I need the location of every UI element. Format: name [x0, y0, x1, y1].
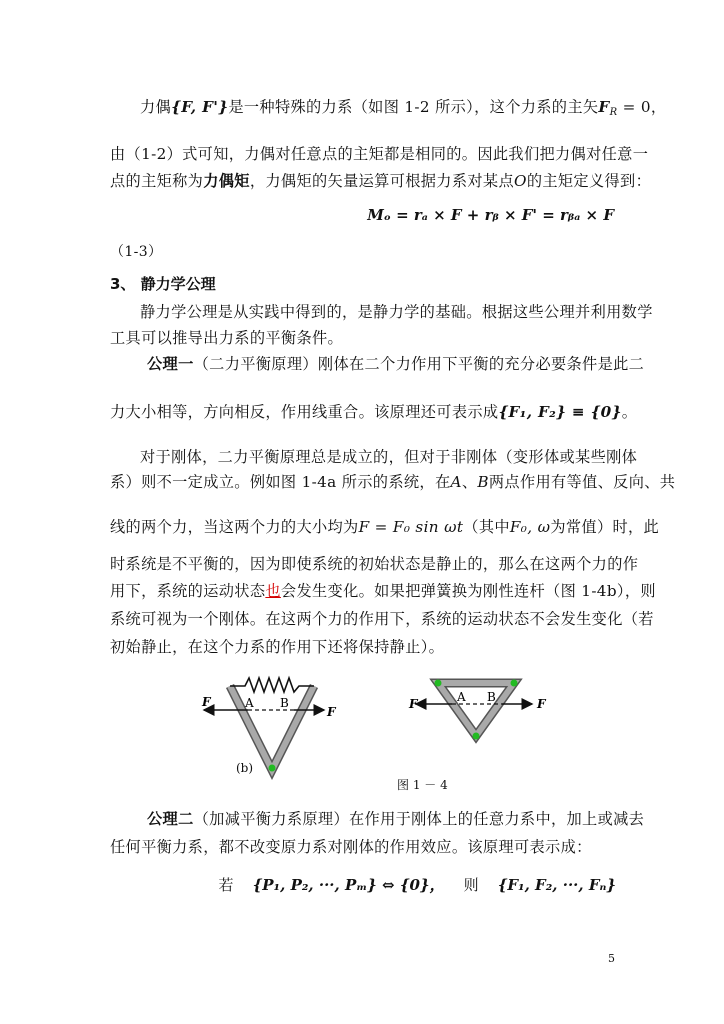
text: 则: [463, 876, 479, 894]
joint-bottom: [269, 765, 276, 772]
text: 若: [218, 876, 234, 894]
math: A: [450, 473, 462, 491]
spring: [230, 678, 314, 692]
text: 会发生变化。如果把弹簧换为刚性连杆（图 1-4b），则: [280, 582, 656, 600]
axiom-title: 公理二: [147, 810, 194, 828]
term-bold: 力偶矩: [203, 172, 250, 190]
math: {F₁, F₂} ≡ {0}: [498, 403, 622, 421]
text: （其中: [463, 518, 510, 536]
math: F = F₀ sin ωt: [358, 518, 464, 536]
text: 为常值）时，此: [550, 518, 660, 536]
paragraph-line: [110, 580, 656, 602]
math: B: [477, 473, 489, 491]
formula-number: （1-3）: [110, 244, 163, 260]
math: F: [598, 98, 610, 116]
paragraph-line: [140, 96, 667, 124]
point-b-label: B: [280, 696, 289, 710]
figure-caption: 图 1 － 4: [397, 778, 448, 792]
paragraph-line: [110, 401, 638, 423]
text: 两点作用有等值、反向、共: [488, 473, 676, 491]
math: {P₁, P₂, ···, Pₘ} ⇔ {0}，: [252, 876, 445, 894]
formula-axiom-2: [219, 874, 616, 895]
text: 点的主矩称为: [110, 172, 204, 190]
text: 是一种特殊的力系（如图 1-2 所示），这个力系的主矢: [228, 98, 599, 116]
text: （二力平衡原理）刚体在二个力作用下平衡的充分必要条件是此二: [193, 355, 645, 373]
paragraph-line: 时系统是不平衡的，因为即使系统的初始状态是静止的，那么在这两个力的作: [110, 555, 639, 573]
point-b-label: B: [487, 690, 496, 704]
axiom-title: 公理一: [147, 355, 194, 373]
text: 用下，系统的运动状态: [110, 582, 266, 600]
math: O: [514, 172, 527, 190]
paragraph-line: [110, 516, 660, 538]
text: 。: [621, 403, 638, 421]
paragraph-line: 工具可以推导出力系的平衡条件。: [110, 329, 344, 347]
math: {F, F'}: [171, 98, 229, 116]
force-label-right: F: [327, 705, 336, 719]
text: （加减平衡力系原理）在作用于刚体上的任意力系中，加上或减去: [193, 810, 645, 828]
section-heading: 3、 静力学公理: [110, 275, 216, 293]
math: {F₁, F₂, ···, Fₙ}: [497, 876, 616, 894]
paragraph-line: [147, 808, 645, 830]
formula-1-3: Mₒ = rₐ × F + rᵦ × F' = rᵦₐ × F: [367, 206, 614, 224]
text: ，力偶矩的矢量运算可根据力系对某点: [249, 172, 514, 190]
force-label-left: F: [409, 697, 418, 711]
paragraph-line: 系统可视为一个刚体。在这两个力的作用下，系统的运动状态不会发生变化（若: [110, 610, 654, 628]
force-label-left: F: [202, 695, 211, 709]
math: F₀, ω: [509, 518, 551, 536]
paragraph-line: 对于刚体，二力平衡原理总是成立的，但对于非刚体（变形体或某些刚体: [140, 448, 638, 466]
paragraph-line: [110, 471, 676, 493]
figure-a-spring-system: [201, 678, 337, 772]
paragraph-line: 静力学公理是从实践中得到的，是静力学的基础。根据这些公理并利用数学: [140, 303, 653, 321]
text: 力大小相等，方向相反，作用线重合。该原理还可表示成: [110, 403, 499, 421]
paragraph-line: [110, 170, 652, 192]
text: 系）则不一定成立。例如图 1-4a 所示的系统，在: [110, 473, 451, 491]
math-subscript: R: [609, 107, 618, 118]
page-number: 5: [608, 952, 615, 965]
point-a-label: A: [457, 690, 466, 704]
joint-bottom: [473, 733, 480, 740]
joint-top-right: [511, 680, 518, 687]
paragraph-line: 由（1-2）式可知，力偶对任意点的主矩都是相同的。因此我们把力偶对任意一: [110, 145, 649, 163]
math: = 0，: [617, 98, 667, 116]
text: 的主矩定义得到：: [526, 172, 652, 190]
paragraph-line: [147, 353, 645, 375]
text: 、: [461, 473, 478, 491]
figure-subcaption-b: (b): [236, 761, 254, 775]
force-label-right: F: [537, 697, 546, 711]
paragraph-line: 初始静止，在这个力系的作用下还将保持静止）。: [110, 638, 445, 656]
text: 力偶: [140, 98, 172, 116]
highlighted-char: 也: [265, 582, 281, 600]
paragraph-line: 任何平衡力系，都不改变原力系对刚体的作用效应。该原理可表示成：: [110, 838, 592, 856]
joint-top-left: [435, 680, 442, 687]
figure-b-rigid-system: [408, 680, 547, 740]
text: 线的两个力，当这两个力的大小均为: [110, 518, 359, 536]
point-a-label: A: [245, 696, 254, 710]
